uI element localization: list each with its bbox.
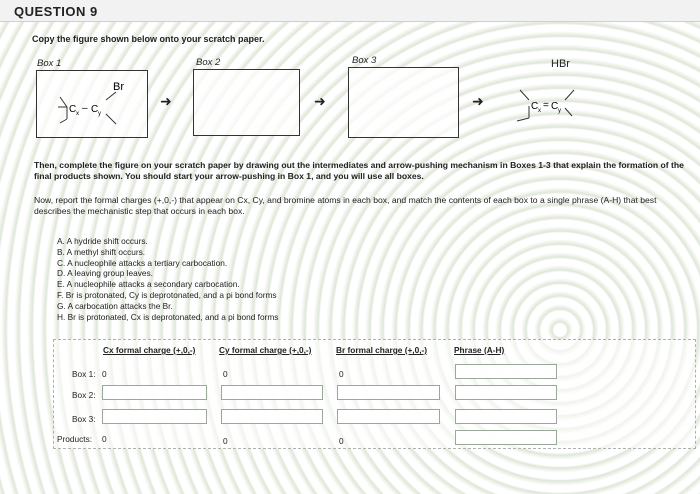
copy-instruction: Copy the figure shown below onto your scratch paper. — [32, 34, 265, 44]
option-b: B. A methyl shift occurs. — [57, 246, 146, 257]
box3-br-input[interactable] — [337, 409, 440, 424]
question-header: QUESTION 9 — [0, 0, 700, 22]
prod-cx-sub: x — [538, 108, 541, 114]
header-br-charge: Br formal charge (+,0,-) — [336, 345, 428, 355]
start-cx: C — [69, 104, 77, 115]
reagent-hbr: HBr — [551, 58, 570, 70]
row-box3-label: Box 3: — [72, 414, 96, 424]
box1-br-value: 0 — [339, 369, 344, 379]
box3-cx-input[interactable] — [102, 409, 207, 424]
box3 — [348, 67, 459, 138]
prod-cy-sub: y — [558, 108, 561, 114]
option-e: E. A nucleophile attacks a secondary carbocation. — [57, 279, 240, 290]
box2-cy-input[interactable] — [221, 385, 323, 400]
mechanism-instruction: Then, complete the figure on your scratch paper by drawing out the intermediates and arrow-pushing mechanism in Boxes 1-3 that explain the formation of the final products shown. You should start your arrow-pushing in Box 1, and you will use all boxes. — [34, 160, 684, 181]
box1-cx-value: 0 — [102, 369, 107, 379]
start-cx-sub: x — [76, 111, 79, 117]
arrow-1-icon: ➜ — [160, 93, 172, 109]
row-box1-label: Box 1: — [72, 369, 96, 379]
prod-double-bond: = — [543, 100, 549, 111]
option-f: F. Br is protonated, Cy is deprotonated, and a pi bond forms — [57, 289, 277, 300]
box2-label: Box 2 — [196, 57, 221, 68]
row-box2-label: Box 2: — [72, 390, 96, 400]
option-a: A. A hydride shift occurs. — [57, 236, 148, 246]
box1-cy-value: 0 — [223, 369, 228, 379]
arrow-2-icon: ➜ — [314, 93, 326, 109]
products-phrase-input[interactable] — [455, 430, 557, 445]
box3-cy-input[interactable] — [221, 409, 323, 424]
start-cy-sub: y — [98, 111, 101, 117]
prod-cy: C — [551, 101, 559, 112]
box2-phrase-input[interactable] — [455, 385, 557, 400]
report-instruction: Now, report the formal charges (+,0,-) that appear on Cx, Cy, and bromine atoms in each box, and match the contents of each box to a single phrase (A-H) that best describes the mechanistic step that occurs in each box. — [34, 195, 657, 216]
products-cy-value: 0 — [223, 436, 228, 446]
box1-label: Box 1 — [37, 58, 62, 69]
option-g: G. A carbocation attacks the Br. — [57, 300, 173, 311]
start-cy: C — [91, 104, 99, 115]
row-products-label: Products: — [57, 434, 93, 444]
header-cy-charge: Cy formal charge (+,0,-) — [219, 345, 312, 355]
option-h: H. Br is protonated, Cx is deprotonated, and a pi bond forms — [57, 311, 279, 322]
products-cx-value: 0 — [102, 434, 107, 444]
header-cx-charge: Cx formal charge (+,0,-) — [103, 345, 196, 355]
prod-cx: C — [531, 101, 539, 112]
arrow-3-icon: ➜ — [472, 93, 484, 109]
box3-label: Box 3 — [352, 55, 377, 66]
box2 — [193, 69, 300, 136]
br-label: Br — [113, 81, 124, 93]
box2-cx-input[interactable] — [102, 385, 207, 400]
product-structure — [500, 78, 600, 130]
option-c: C. A nucleophile attacks a tertiary carbocation. — [57, 257, 228, 268]
box3-phrase-input[interactable] — [455, 409, 557, 424]
starting-material-structure — [36, 70, 148, 138]
header-phrase: Phrase (A-H) — [454, 345, 505, 355]
products-br-value: 0 — [339, 436, 344, 446]
option-d: D. A leaving group leaves. — [57, 268, 153, 279]
box2-br-input[interactable] — [337, 385, 440, 400]
phrase-options-list — [57, 236, 278, 322]
box1-phrase-input[interactable] — [455, 364, 557, 379]
start-single-bond: – — [82, 103, 88, 114]
